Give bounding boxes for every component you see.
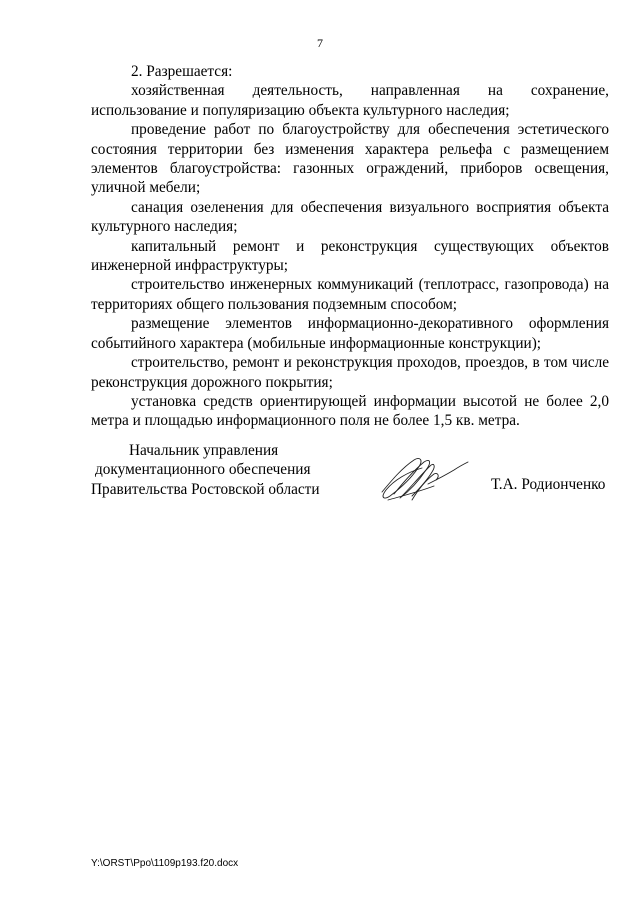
signatory-name: Т.А. Родионченко bbox=[491, 476, 606, 493]
file-path-footer: Y:\ORST\Ppo\1109p193.f20.docx bbox=[91, 858, 239, 869]
permitted-item: установка средств ориентирующей информации высотой не более 2,0 метра и площадью информационного поля не более 1,5 кв. метра. bbox=[91, 392, 609, 430]
permitted-item: капитальный ремонт и реконструкция существующих объектов инженерной инфраструктуры; bbox=[91, 237, 609, 275]
permitted-item: хозяйственная деятельность, направленная на сохранение, использование и популяризацию объекта культурного наследия; bbox=[91, 82, 609, 119]
permitted-item: строительство, ремонт и реконструкция проходов, проездов, в том числе реконструкция дорожного покрытия; bbox=[91, 354, 609, 391]
position-line: документационного обеспечения bbox=[95, 461, 311, 479]
permitted-item: санация озеленения для обеспечения визуального восприятия объекта культурного наследия; bbox=[91, 198, 609, 236]
permitted-item: размещение элементов информационно-декоративного оформления событийного характера (мобильные информационные конструкции); bbox=[91, 315, 609, 352]
permitted-item: проведение работ по благоустройству для обеспечения эстетического состояния территории без изменения характера рельефа с размещением элементов благоустройства: газонных ограждений, приборов освещения, уличной мебели; bbox=[91, 121, 609, 197]
section-heading: 2. Разрешается: bbox=[131, 63, 233, 80]
page-number: 7 bbox=[317, 36, 323, 50]
permitted-item: строительство инженерных коммуникаций (теплотрасс, газопровода) на территориях общего пользования подземным способом; bbox=[91, 276, 609, 313]
handwritten-signature bbox=[372, 450, 472, 508]
position-line: Правительства Ростовской области bbox=[91, 480, 320, 498]
position-line: Начальник управления bbox=[129, 442, 279, 459]
document-body bbox=[91, 62, 609, 431]
signatory-position bbox=[91, 441, 331, 499]
